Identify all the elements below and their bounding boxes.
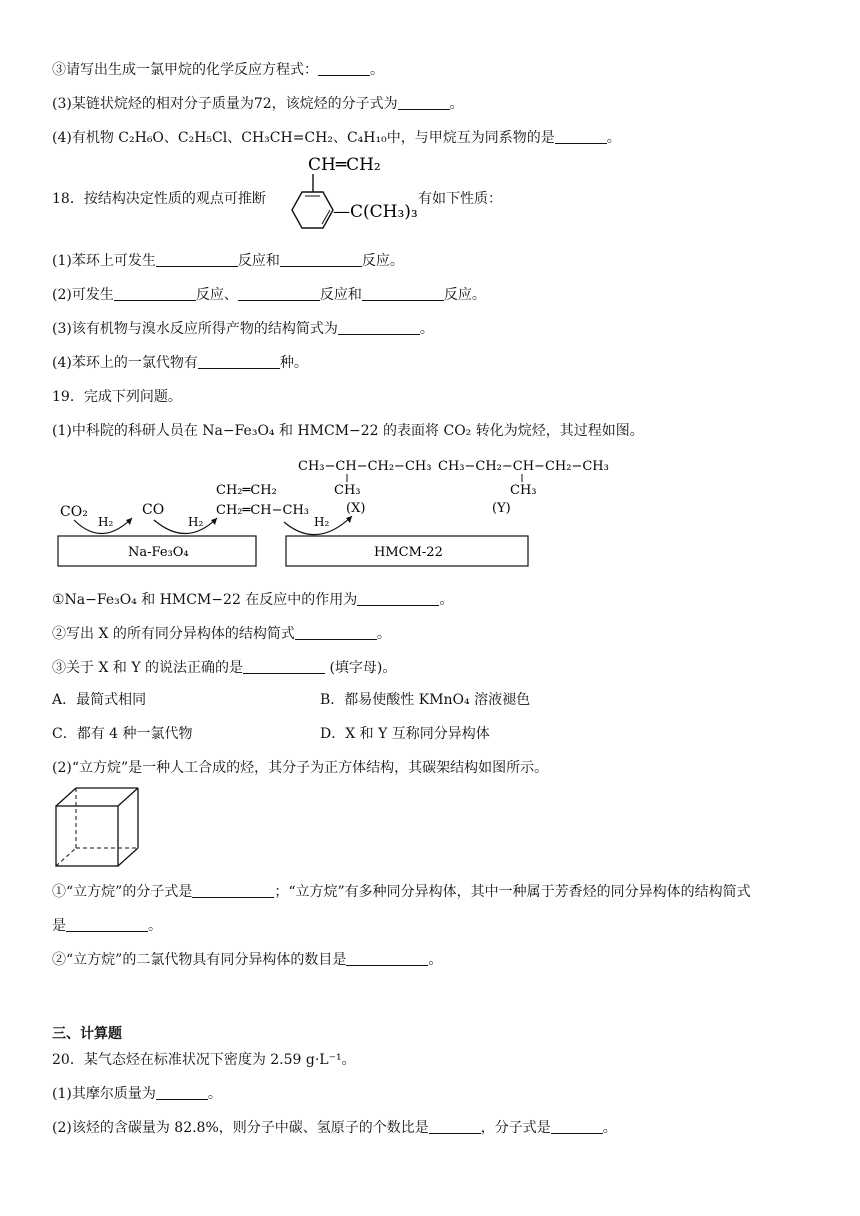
- y-structure: CH₃−CH₂−CH−CH₂−CH₃: [438, 459, 609, 474]
- answer-blank[interactable]: [238, 286, 320, 301]
- answer-blank[interactable]: [346, 951, 428, 966]
- q19-item2: (2)“立方烷”是一种人工合成的烃，其分子为正方体结构，其碳架结构如图所示。: [52, 760, 549, 776]
- option-a[interactable]: A．最简式相同: [52, 692, 147, 708]
- q19-sub2: ②写出 X 的所有同分异构体的结构简式 。: [52, 626, 391, 642]
- vinyl-group-label: CH═CH₂: [308, 155, 381, 175]
- box-hmcm22: HMCM-22: [374, 545, 443, 560]
- q19-sub3: ③关于 X 和 Y 的说法正确的是 (填字母)。: [52, 660, 397, 676]
- q20-item2: (2)该烃的含碳量为 82.8%，则分子中碳、氢原子的个数比是 ，分子式是 。: [52, 1120, 617, 1136]
- arrow-2: [154, 518, 217, 534]
- tert-butyl-label: —C(CH₃)₃: [333, 202, 418, 222]
- option-b[interactable]: B．都易使酸性 KMnO₄ 溶液褪色: [320, 692, 531, 708]
- q18-stem: 18．按结构决定性质的观点可推断: [52, 191, 266, 207]
- answer-blank[interactable]: [156, 1085, 208, 1100]
- ethene-label: CH₂═CH₂: [216, 483, 277, 498]
- section-heading: 三、计算题: [52, 1026, 122, 1042]
- cube-sub1-cont: 是 。: [52, 918, 162, 934]
- q20-stem: 20．某气态烃在标准状况下密度为 2.59 g·L⁻¹。: [52, 1052, 356, 1068]
- cube-sub2: ②“立方烷”的二氯代物具有同分异构体的数目是 。: [52, 952, 443, 968]
- q20-item1: (1)其摩尔质量为 。: [52, 1086, 222, 1102]
- q19-sub1: ①Na−Fe₃O₄ 和 HMCM−22 在反应中的作用为 。: [52, 592, 454, 608]
- answer-blank[interactable]: [156, 252, 238, 267]
- h2-label-1: H₂: [98, 515, 114, 529]
- process-diagram: [52, 448, 612, 572]
- option-c[interactable]: C．都有 4 种一氯代物: [52, 726, 193, 742]
- h2-label-2: H₂: [188, 515, 204, 529]
- answer-blank[interactable]: [114, 286, 196, 301]
- y-label: (Y): [492, 501, 511, 516]
- q17-item3: (3)某链状烷烃的相对分子质量为72，该烷烃的分子式为 。: [52, 96, 464, 112]
- y-branch: CH₃: [510, 483, 537, 498]
- q18-item2: (2)可发生 反应、 反应和 反应。: [52, 287, 486, 303]
- co-label: CO: [142, 502, 165, 518]
- h2-label-3: H₂: [314, 515, 330, 529]
- q18-item1: (1)苯环上可发生 反应和 反应。: [52, 253, 404, 269]
- answer-blank[interactable]: [198, 354, 280, 369]
- q18-stem-end: 有如下性质：: [418, 191, 502, 207]
- cubane-diagram: [52, 786, 144, 870]
- answer-blank[interactable]: [280, 252, 362, 267]
- q19-item1: (1)中科院的科研人员在 Na−Fe₃O₄ 和 HMCM−22 的表面将 CO₂ 转化为烷烃，其过程如图。: [52, 423, 644, 439]
- x-branch: CH₃: [334, 483, 361, 498]
- answer-blank[interactable]: [318, 61, 370, 76]
- cube-sub1: ①“立方烷”的分子式是 ；“立方烷”有多种同分异构体，其中一种属于芳香烃的同分异构体的结构简式: [52, 884, 751, 900]
- propene-label: CH₂═CH−CH₃: [216, 503, 309, 518]
- q18-item3: (3)该有机物与溴水反应所得产物的结构简式为 。: [52, 321, 434, 337]
- q19-stem: 19．完成下列问题。: [52, 389, 182, 405]
- answer-blank[interactable]: [555, 129, 607, 144]
- answer-blank[interactable]: [243, 659, 325, 674]
- structure-diagram: [278, 150, 418, 240]
- answer-blank[interactable]: [429, 1119, 481, 1134]
- answer-blank[interactable]: [362, 286, 444, 301]
- option-d[interactable]: D．X 和 Y 互称同分异构体: [320, 726, 490, 742]
- answer-blank[interactable]: [338, 320, 420, 335]
- q17-item4: (4)有机物 C₂H₆O、C₂H₅Cl、CH₃CH=CH₂、C₄H₁₀中，与甲烷互为同系物的是 。: [52, 130, 621, 146]
- answer-blank[interactable]: [357, 591, 439, 606]
- x-label: (X): [346, 501, 366, 516]
- q17-item3-sub3: ③请写出生成一氯甲烷的化学反应方程式： 。: [52, 62, 384, 78]
- co2-label: CO₂: [60, 504, 88, 520]
- answer-blank[interactable]: [192, 883, 274, 898]
- answer-blank[interactable]: [295, 625, 377, 640]
- answer-blank[interactable]: [551, 1119, 603, 1134]
- answer-blank[interactable]: [66, 917, 148, 932]
- answer-blank[interactable]: [398, 95, 450, 110]
- box-na-fe3o4: Na-Fe₃O₄: [128, 545, 189, 560]
- x-structure: CH₃−CH−CH₂−CH₃: [298, 459, 432, 474]
- q18-item4: (4)苯环上的一氯代物有 种。: [52, 355, 308, 371]
